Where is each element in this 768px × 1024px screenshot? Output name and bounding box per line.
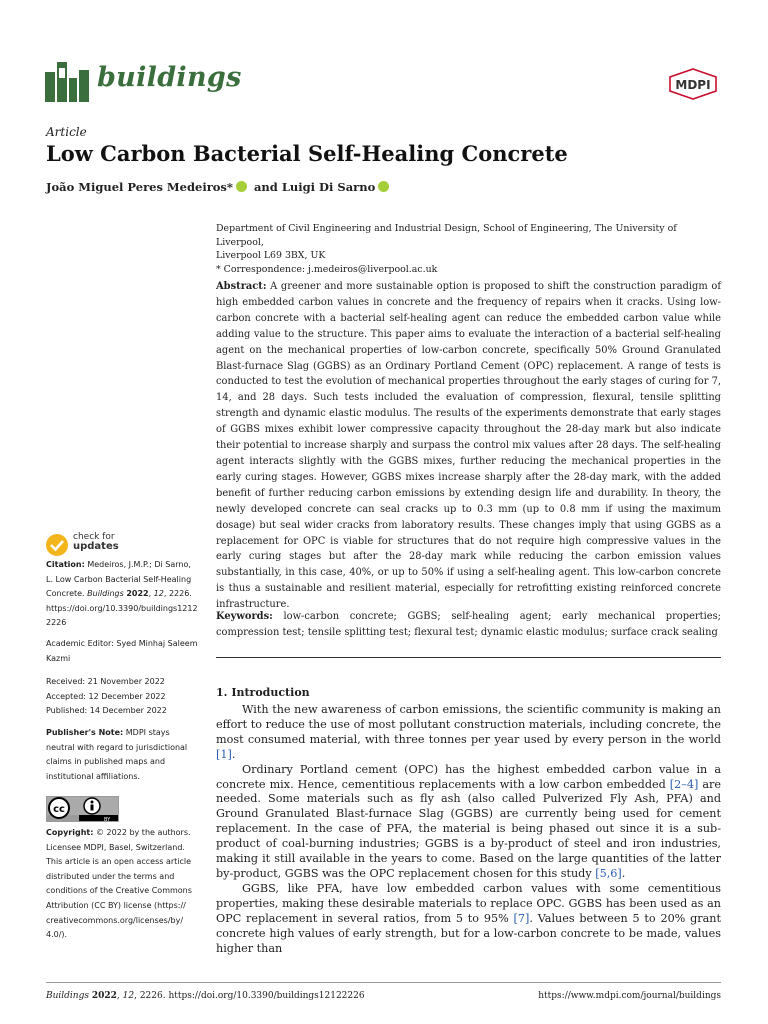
section-heading: 1. Introduction [216,686,310,699]
footer-citation: Buildings 2022, 12, 2226. https://doi.org/10.3390/buildings12122226 [46,991,365,1001]
paragraph: GGBS, like PFA, have low embedded carbon values with some cementitious properties, making these desirable materials to replace OPC. GGBS has been used as an OPC replacement in several ratios, from 5 to 95% [7]. Values between 5 to 20% grant concrete high values of early strength, but for a low-carbon concrete to be made, values higher than [216,881,721,955]
publisher-name: MDPI [675,78,711,92]
check-for-updates-button[interactable]: check for updates [45,532,155,558]
orcid-icon[interactable] [378,181,389,192]
article-type: Article [46,125,87,139]
citation-link[interactable]: [7] [513,911,530,925]
check-updates-icon [45,533,69,557]
keywords-text: low-carbon concrete; GGBS; self-healing agent; early mechanical properties; compression test; tensile splitting test; flexural test; dynamic elastic modulus; surface crack sealing [216,611,722,638]
copyright-block: Copyright: © 2022 by the authors. Licensee MDPI, Basel, Switzerland. This article is an open access article distributed under the terms and conditions of the Creative Commons Attribution (CC BY) license (https:// creativecommons.org/licenses/by/ 4.0/). [46,828,192,940]
dates-block: Received: 21 November 2022 Accepted: 12 December 2022 Published: 14 December 2022 [46,677,167,716]
footer-divider [46,982,721,983]
page-title: Low Carbon Bacterial Self-Healing Concrete [46,141,568,166]
buildings-logo-icon [45,62,89,102]
author-name[interactable]: João Miguel Peres Medeiros [46,180,227,194]
orcid-icon[interactable] [236,181,247,192]
affiliation-line: Liverpool L69 3BX, UK [216,250,326,261]
mdpi-logo-icon [667,68,719,100]
citation-link[interactable]: [1] [216,747,232,761]
abstract-text: A greener and more sustainable option is proposed to shift the construction paradigm of high embedded carbon values in concrete and the frequency of repairs when it cracks. Using low-carbon concrete with a bacterial self-healing agent can reduce the embedded carbon value while adding value to the structure. This paper aims to evaluate the interaction of a bacterial self-healing agent on the mechanical properties of low-carbon concrete, specifically 50% Ground Granulated Blast-furnace Slag (GGBS) as an Ordinary Portland Cement (OPC) replacement. A range of tests is conducted to test the evolution of mechanical properties throughout the early stages of curing for 7, 14, and 28 days. Such tests included the evaluation of compression, flexural, tensile splitting strength and dynamic elastic modulus. The results of the experiments demonstrate that early stages of GGBS mixes exhibit lower compressive capacity throughout the 28-day mark but also indicate their potential to increase sharply and surpass the control mix values after 28 days. The self-healing agent interacts slightly with the GGBS mixes, further reducing the mechanical properties in the early curing stages. However, GGBS mixes increase sharply after the 28-day mark, with the added benefit of further reducing carbon emissions by extending design life and durability. In theory, the newly developed concrete can seal cracks up to 0.3 mm (up to 0.8 mm if using the maximum dosage) but seal wider cracks from laboratory results. These changes imply that using GGBS as a replacement for OPC is viable for structures that do not require high compressive values in the early curing stages but after the 28-day mark while reducing the carbon emission values substantially, in this case, 40%, or up to 50% if using a self-healing agent. This low-carbon concrete is thus a sustainable and resilient material, especially for retrofitting existing reinforced concrete infrastructure. [216,281,721,611]
author-list [46,180,392,194]
affiliation [216,222,721,276]
body-text [216,703,721,956]
academic-editor: Academic Editor: Syed Minhaj Saleem Kazmi [46,639,198,663]
divider [216,657,721,658]
keywords-label: Keywords: [216,611,273,622]
journal-name: buildings [97,62,242,93]
citation-link[interactable]: [2–4] [669,777,699,791]
publisher-note: Publisher's Note: MDPI stays neutral with regard to jurisdictional claims in published maps and institutional affiliations. [46,728,188,781]
citation-link[interactable]: [5,6] [595,866,622,880]
author-join: and [249,180,282,194]
keywords [216,609,721,641]
abstract [216,279,721,613]
cc-by-license-icon[interactable] [46,796,119,822]
correspondence: * Correspondence: j.medeiros@liverpool.ac.uk [216,263,438,275]
abstract-label: Abstract: [216,281,267,292]
journal-url-link[interactable]: https://www.mdpi.com/journal/buildings [538,991,721,1001]
author-name[interactable]: Luigi Di Sarno [281,180,376,194]
paragraph: Ordinary Portland cement (OPC) has the highest embedded carbon value in a concrete mix. Hence, cementitious replacements with a low carbon embedded [2–4] are needed. Some materials such as fly ash (also called Pulverized Fly Ash, PFA) and Ground Granulated Blast-furnace Slag (GGBS) are currently being used for cement replacement. In the case of PFA, the material is being phased out since it is a sub-product of coal-burning industries; GGBS is a by-product of steel and iron industries, making it still available in the years to come. Based on the large quantities of the latter by-product, GGBS was the OPC replacement chosen for this study [5,6]. [216,762,721,880]
cc-label: BY [104,817,111,822]
citation-block: Citation: Medeiros, J.M.P.; Di Sarno, L. Low Carbon Bacterial Self-Healing Concrete. Buildings 2022, 12, 2226. https://doi.org/10.3390/buildings12122226 [46,560,198,628]
corresponding-mark: * [226,180,233,194]
doi-link[interactable]: https://doi.org/10.3390/buildings12122226 [46,603,198,628]
affiliation-line: Department of Civil Engineering and Industrial Design, School of Engineering, The University of Liverpool, [216,223,677,248]
svg-text:cc: cc [53,804,65,815]
paragraph: With the new awareness of carbon emissions, the scientific community is making an effort to reduce the use of most pollutant construction materials, including concrete, the most consumed material, with three tonnes per year used by every person in the world [1]. [216,703,721,761]
